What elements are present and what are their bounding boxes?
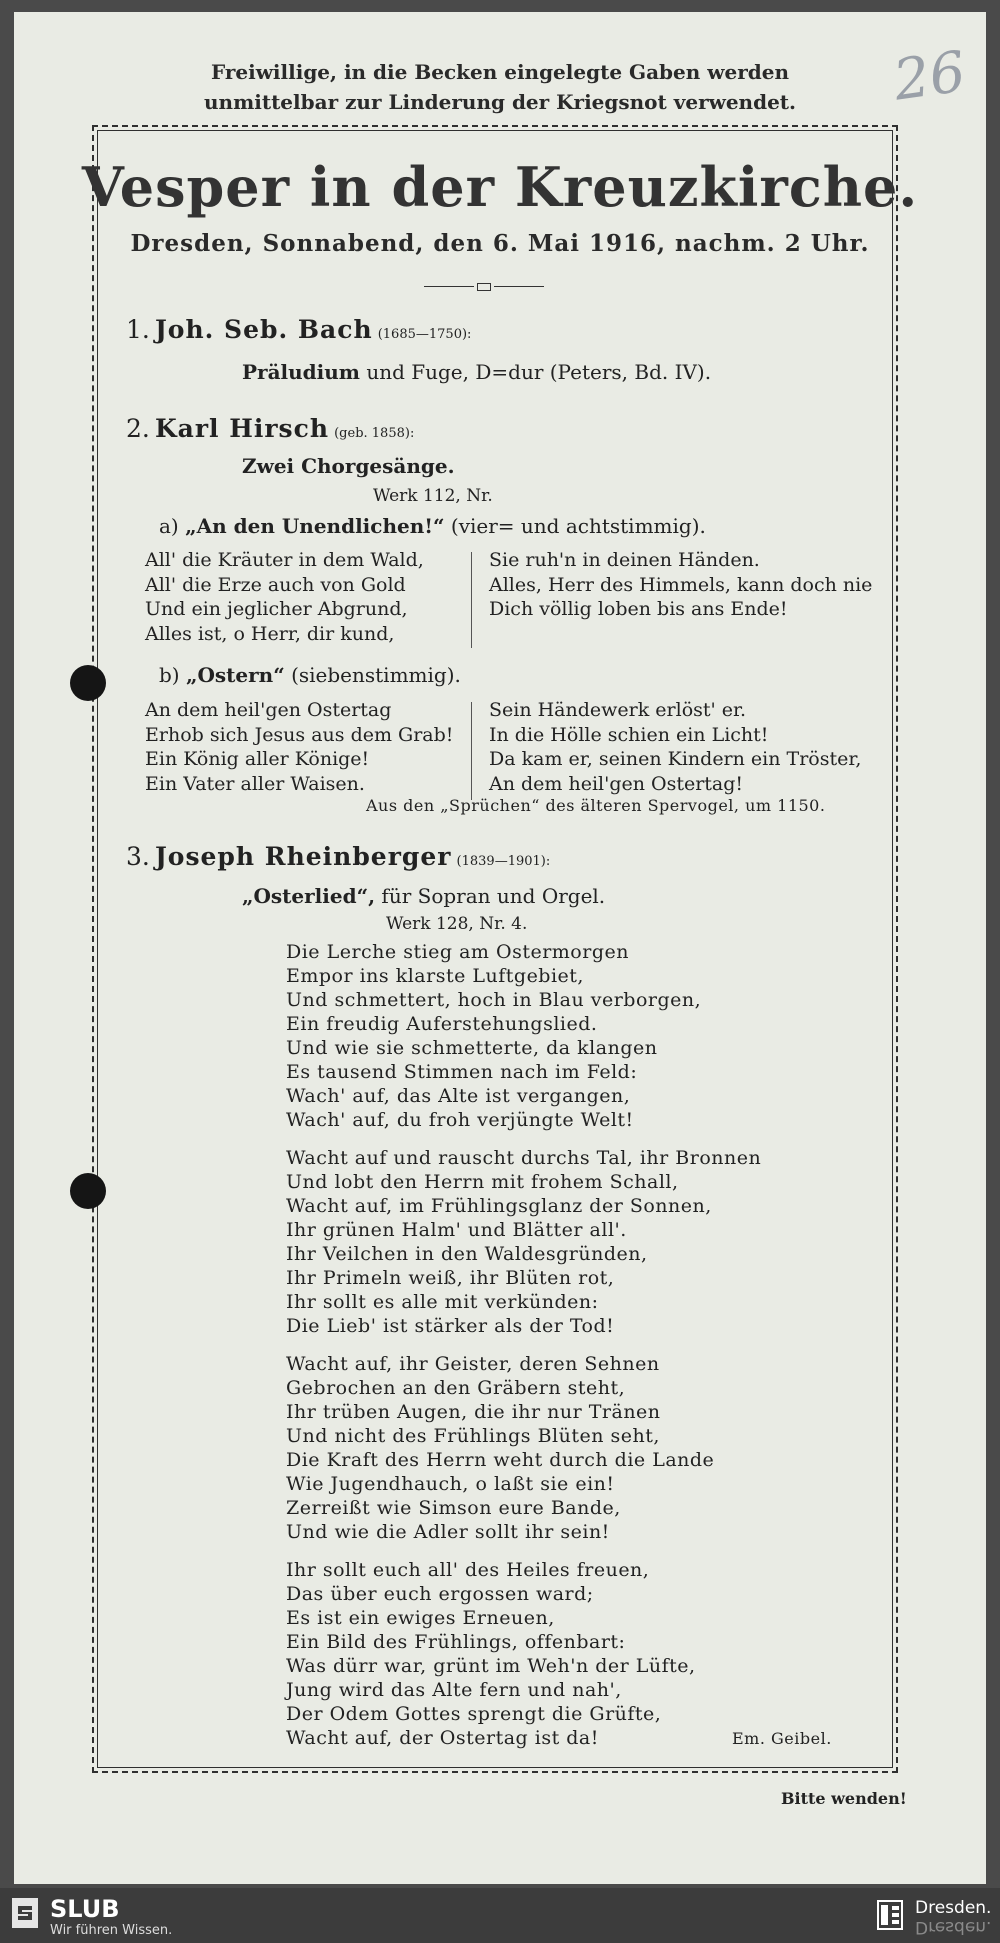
composer-dates: (geb. 1858): [334, 426, 415, 441]
song-title: „Ostern“ [185, 663, 285, 687]
composer-name: Karl Hirsch [154, 414, 330, 443]
library-tagline: Wir führen Wissen. [50, 1923, 173, 1938]
turn-page-note: Bitte wenden! [781, 1789, 907, 1808]
item-2a-left-column: All' die Kräuter in dem Wald, All' die Erze auch von Gold Und ein jeglicher Abgrund, Alles ist, o Herr, dir kund, [145, 549, 424, 645]
poem-stanza-4: Ihr sollt euch all' des Heiles freuen, Das über euch ergossen ward; Es ist ein ewiges Erneuen, Ein Bild des Frühlings, offenbart: Was dürr war, grünt im Weh'n der Lüfte, Jung wird das Alte fern und nah', Der Odem Gottes sprengt die Grüfte, Wacht auf, der Ostertag ist da! [286, 1559, 696, 1749]
column-divider [471, 552, 472, 648]
notice-line-1: Freiwillige, in die Becken eingelegte Gaben werden [211, 60, 789, 84]
work-details: für Sopran und Orgel. [381, 884, 606, 908]
donation-notice [14, 57, 986, 117]
poet-credit: Em. Geibel. [732, 1729, 832, 1748]
work-details: und Fuge, D=dur (Peters, Bd. IV). [366, 360, 712, 384]
item-2-source: Aus den „Sprüchen“ des älteren Spervogel, um 1150. [366, 796, 826, 815]
library-name: SLUB [50, 1895, 120, 1923]
handwritten-page-number: 26 [889, 39, 970, 114]
program-subtitle: Dresden, Sonnabend, den 6. Mai 1916, nachm. 2 Uhr. [130, 230, 870, 257]
item-2-work: Zwei Chorgesänge. [242, 454, 455, 478]
library-footer [0, 1888, 1000, 1943]
item-3-work [242, 884, 605, 908]
item-2-opus: Werk 112, Nr. [373, 486, 493, 506]
work-title: „Osterlied“, [242, 884, 376, 908]
punch-hole [70, 1173, 106, 1209]
poem-stanza-3: Wacht auf, ihr Geister, deren Sehnen Gebrochen an den Gräbern steht, Ihr trüben Augen, die ihr nur Tränen Und nicht des Frühlings Blüten seht, Die Kraft des Herrn weht durch die Lande Wie Jugendhauch, o laßt sie ein! Zerreißt wie Simson eure Bande, Und wie die Adler sollt ihr sein! [286, 1353, 715, 1543]
program-title: Vesper in der Kreuzkirche. [81, 155, 919, 219]
city-wordmark: Dresden. [915, 1898, 992, 1918]
song-title: „An den Unendlichen!“ [185, 514, 445, 538]
item-2b-heading: b) „Ostern“ (siebenstimmig). [159, 663, 461, 687]
program-sheet [14, 12, 986, 1884]
item-3-heading [126, 842, 550, 871]
poem-stanza-2: Wacht auf und rauscht durchs Tal, ihr Bronnen Und lobt den Herrn mit frohem Schall, Wacht auf, im Frühlingsglanz der Sonnen, Ihr grünen Halm' und Blätter all'. Ihr Veilchen in den Waldesgründen, Ihr Primeln weiß, ihr Blüten rot, Ihr sollt es alle mit verkünden: Die Lieb' ist stärker als der Tod! [286, 1147, 762, 1337]
item-number: 3. [126, 842, 150, 871]
item-number: 2. [126, 414, 150, 443]
item-2a-heading: a) „An den Unendlichen!“ (vier= und achtstimmig). [159, 514, 706, 538]
dresden-crest-icon [877, 1900, 903, 1930]
item-2a-right-column: Sie ruh'n in deinen Händen. Alles, Herr des Himmels, kann doch nie Dich völlig loben bis ans Ende! [489, 549, 873, 621]
notice-line-2: unmittelbar zur Linderung der Kriegsnot verwendet. [203, 90, 796, 114]
item-3-opus: Werk 128, Nr. 4. [386, 914, 528, 934]
item-number: 1. [126, 315, 150, 344]
composer-dates: (1685—1750): [377, 327, 472, 342]
item-1-heading [126, 315, 471, 344]
column-divider [471, 702, 472, 800]
item-1-work [242, 360, 711, 384]
item-2-heading [126, 414, 414, 443]
divider-ornament [424, 281, 544, 293]
poem-stanza-1: Die Lerche stieg am Ostermorgen Empor ins klarste Luftgebiet, Und schmettert, hoch in Blau verborgen, Ein freudig Auferstehungslied. Und wie sie schmetterte, da klangen Es tausend Stimmen nach im Feld: Wach' auf, das Alte ist vergangen, Wach' auf, du froh verjüngte Welt! [286, 941, 702, 1131]
slub-logo-icon [12, 1898, 38, 1928]
work-title: Präludium [242, 360, 360, 384]
city-wordmark-reflection: Dresden. [915, 1917, 992, 1937]
composer-dates: (1839—1901): [456, 854, 551, 869]
item-2b-left-column: An dem heil'gen Ostertag Erhob sich Jesus aus dem Grab! Ein König aller Könige! Ein Vater aller Waisen. [145, 699, 454, 795]
composer-name: Joh. Seb. Bach [154, 315, 373, 344]
item-2b-right-column: Sein Händewerk erlöst' er. In die Hölle schien ein Licht! Da kam er, seinen Kindern ein Tröster, An dem heil'gen Ostertag! [489, 699, 862, 795]
composer-name: Joseph Rheinberger [154, 842, 452, 871]
punch-hole [70, 665, 106, 701]
voicing-note: (siebenstimmig). [291, 663, 461, 687]
voicing-note: (vier= und achtstimmig). [450, 514, 706, 538]
